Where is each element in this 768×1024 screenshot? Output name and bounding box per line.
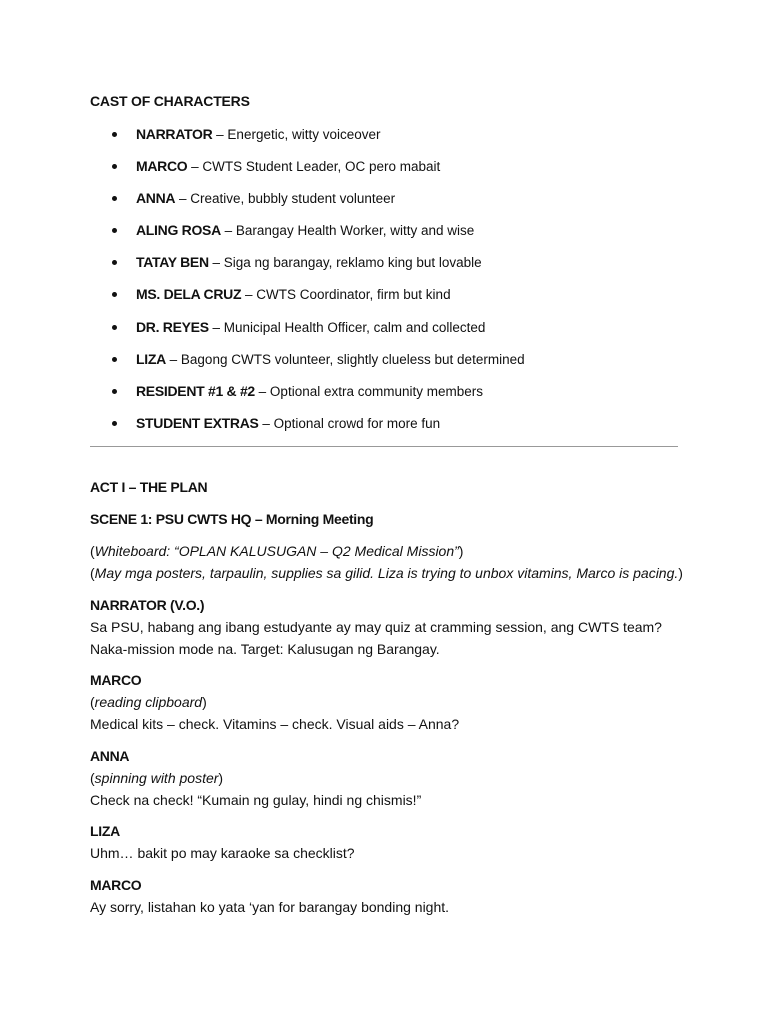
cast-heading: CAST OF CHARACTERS: [90, 93, 250, 109]
bullet-icon: [112, 292, 117, 297]
cast-item-ms-dela-cruz: [90, 285, 525, 317]
cast-item-residents: [90, 382, 525, 414]
bullet-icon: [112, 196, 117, 201]
cast-name: TATAY BEN: [136, 254, 209, 271]
stage-direction-text: Whiteboard: “OPLAN KALUSUGAN – Q2 Medical Mission”: [94, 543, 459, 559]
paren-open: (: [90, 565, 95, 581]
cast-item-anna: [90, 189, 525, 221]
speaker-narrator: NARRATOR (V.O.): [90, 597, 205, 613]
dialogue-liza: Uhm… bakit po may karaoke sa checklist?: [90, 845, 355, 861]
cast-name: MARCO: [136, 158, 188, 175]
cast-item-tatay-ben: [90, 253, 525, 285]
parenthetical-text: spinning with poster: [94, 770, 219, 786]
bullet-icon: [112, 389, 117, 394]
cast-desc: – Creative, bubbly student volunteer: [175, 191, 396, 207]
horizontal-divider: [90, 446, 678, 447]
speaker-marco-2: MARCO: [90, 877, 142, 893]
parenthetical-anna: (spinning with poster): [90, 770, 224, 786]
cast-desc: – Siga ng barangay, reklamo king but lovable: [208, 255, 482, 271]
bullet-icon: [112, 228, 117, 233]
cast-name: ALING ROSA: [136, 222, 221, 239]
dialogue-narrator: [90, 616, 678, 660]
stage-direction-block: [90, 540, 683, 584]
cast-desc: – CWTS Coordinator, firm but kind: [241, 287, 451, 303]
cast-desc: – CWTS Student Leader, OC pero mabait: [187, 159, 441, 175]
bullet-icon: [112, 421, 117, 426]
cast-desc: – Municipal Health Officer, calm and collected: [208, 319, 486, 335]
cast-name: MS. DELA CRUZ: [136, 286, 242, 303]
cast-item-dr-reyes: [90, 318, 525, 350]
cast-item-liza: [90, 350, 525, 382]
dialogue-marco-2: Ay sorry, listahan ko yata ‘yan for barangay bonding night.: [90, 899, 450, 915]
bullet-icon: [112, 164, 117, 169]
cast-name: STUDENT EXTRAS: [136, 414, 259, 431]
stage-direction-room: [90, 562, 683, 584]
cast-desc: – Optional crowd for more fun: [258, 415, 441, 431]
paren-open: (: [90, 543, 95, 559]
bullet-icon: [112, 357, 117, 362]
bullet-icon: [112, 260, 117, 265]
stage-direction-whiteboard: [90, 540, 678, 562]
cast-name: RESIDENT #1 & #2: [136, 382, 255, 399]
cast-name: LIZA: [136, 350, 166, 367]
cast-desc: – Energetic, witty voiceover: [212, 127, 381, 142]
stage-direction-text: May mga posters, tarpaulin, supplies sa gilid. Liza is trying to unbox vitamins, Marco is pacing.: [94, 565, 679, 581]
cast-item-marco: [90, 157, 525, 189]
cast-item-narrator: [90, 125, 525, 157]
cast-item-student-extras: [90, 414, 525, 446]
cast-item-aling-rosa: [90, 221, 525, 253]
cast-name: NARRATOR: [136, 126, 213, 142]
cast-name: ANNA: [136, 190, 176, 207]
paren-close: ): [458, 543, 464, 559]
bullet-icon: [112, 132, 117, 137]
cast-desc: – Barangay Health Worker, witty and wise: [220, 223, 475, 239]
dialogue-anna: Check na check! “Kumain ng gulay, hindi ng chismis!”: [90, 792, 422, 808]
parenthetical-marco: (reading clipboard): [90, 694, 207, 710]
cast-desc: – Bagong CWTS volunteer, slightly clueless but determined: [165, 351, 525, 367]
scene-title: SCENE 1: PSU CWTS HQ – Morning Meeting: [90, 511, 374, 527]
bullet-icon: [112, 325, 117, 330]
speaker-marco: MARCO: [90, 672, 142, 688]
dialogue-text: Sa PSU, habang ang ibang estudyante ay may quiz at cramming session, ang CWTS team? Naka-mission mode na. Target: Kalusugan ng Barangay.: [90, 619, 662, 657]
parenthetical-text: reading clipboard: [94, 694, 203, 710]
cast-desc: – Optional extra community members: [254, 383, 484, 399]
cast-name: DR. REYES: [136, 318, 209, 335]
speaker-liza: LIZA: [90, 823, 120, 839]
speaker-anna: ANNA: [90, 748, 130, 764]
act-title: ACT I – THE PLAN: [90, 479, 208, 495]
cast-list: [90, 125, 525, 446]
dialogue-marco: Medical kits – check. Vitamins – check. Visual aids – Anna?: [90, 716, 460, 732]
paren-close: ): [678, 565, 683, 581]
